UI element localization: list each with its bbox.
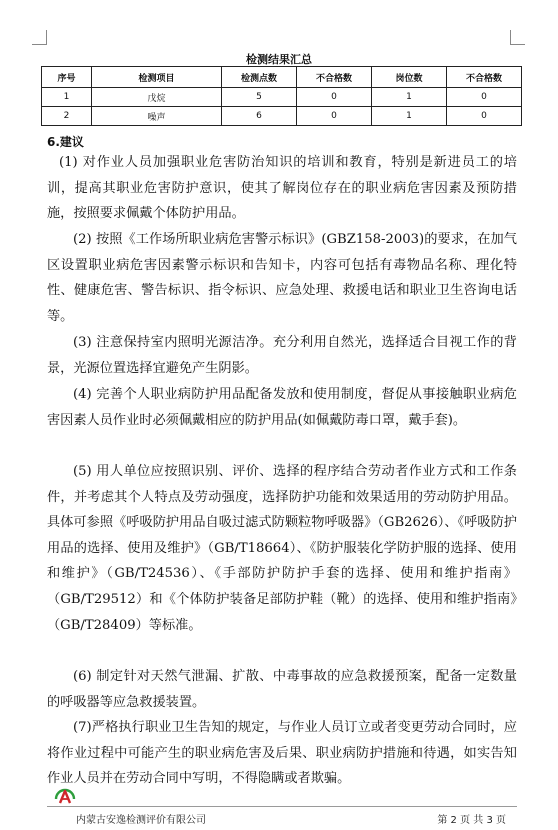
table-cell: 戊烷: [92, 88, 222, 107]
table-row: [42, 107, 522, 126]
table-cell: 1: [372, 88, 447, 107]
table-cell: 6: [222, 107, 297, 126]
table-header-cell: 不合格数: [297, 67, 372, 88]
table-title: 检测结果汇总: [246, 53, 312, 66]
table-cell: 2: [42, 107, 92, 126]
recommendation-paragraph: (5) 用人单位应按照识别、评价、选择的程序结合劳动者作业方式和工作条件，并考虑其个人特点及劳动强度，选择防护功能和效果适用的劳动防护用品。具体可参照《呼吸防护用品自吸过滤式防颗粒物呼吸器》（GB2626）、《呼吸防护用品的选择、使用及维护》（GB/T18664）、《防护服装化学防护服的选择、使用和维护》（GB/T24536）、《手部防护防护手套的选择、使用和维护指南》（GB/T29512）和《个体防护装备足部防护鞋（靴）的选择、使用和维护指南》（GB/T28409）等标准。: [47, 464, 517, 633]
crop-mark-top-right: [510, 30, 525, 45]
footer-rule: [47, 806, 517, 807]
table-cell: 5: [222, 88, 297, 107]
table-cell: 0: [297, 107, 372, 126]
table-cell: 噪声: [92, 107, 222, 126]
table-header-row: [42, 67, 522, 88]
section-heading: 6.建议: [47, 135, 84, 149]
table-cell: 0: [447, 107, 522, 126]
table-header-cell: 不合格数: [447, 67, 522, 88]
table-header-cell: 岗位数: [372, 67, 447, 88]
recommendation-paragraph: (3) 注意保持室内照明光源洁净。充分利用自然光，选择适合目视工作的背景，光源位置选择宜避免产生阴影。: [47, 335, 517, 376]
footer-page-info: 第 2 页 共 3 页: [437, 815, 506, 826]
table-cell: 1: [372, 107, 447, 126]
crop-mark-top-left: [32, 30, 47, 45]
company-logo-icon: [54, 786, 76, 806]
recommendation-paragraph: (7)严格执行职业卫生告知的规定，与作业人员订立或者变更劳动合同时，应将作业过程中可能产生的职业病危害及后果、职业病防护措施和待遇，如实告知作业人员并在劳动合同中写明，不得隐瞒或者欺骗。: [47, 720, 517, 787]
recommendation-paragraph: (6) 制定针对天然气泄漏、扩散、中毒事故的应急救援预案，配备一定数量的呼吸器等应急救援装置。: [47, 669, 517, 710]
table-header-cell: 检测项目: [92, 67, 222, 88]
table-header-cell: 检测点数: [222, 67, 297, 88]
table-cell: 1: [42, 88, 92, 107]
table-cell: 0: [297, 88, 372, 107]
recommendation-paragraph: (4) 完善个人职业病防护用品配备发放和使用制度，督促从事接触职业病危害因素人员作业时必须佩戴相应的防护用品(如佩戴防毒口罩，戴手套)。: [47, 387, 517, 428]
table-row: [42, 88, 522, 107]
results-summary-table: [41, 66, 522, 126]
recommendation-paragraph: (1) 对作业人员加强职业危害防治知识的培训和教育，特别是新进员工的培训，提高其职业危害防护意识，使其了解岗位存在的职业病危害因素及预防措施，按照要求佩戴个体防护用品。: [47, 155, 517, 222]
table-header-cell: 序号: [42, 67, 92, 88]
recommendation-paragraph: (2) 按照《工作场所职业病危害警示标识》(GBZ158-2003)的要求，在加气区设置职业病危害因素警示标识和告知卡，内容可包括有毒物品名称、理化特性、健康危害、警告标识、指令标识、应急处理、救援电话和职业卫生咨询电话等。: [47, 232, 517, 324]
table-cell: 0: [447, 88, 522, 107]
footer-company: 内蒙古安逸检测评价有限公司: [76, 815, 206, 826]
